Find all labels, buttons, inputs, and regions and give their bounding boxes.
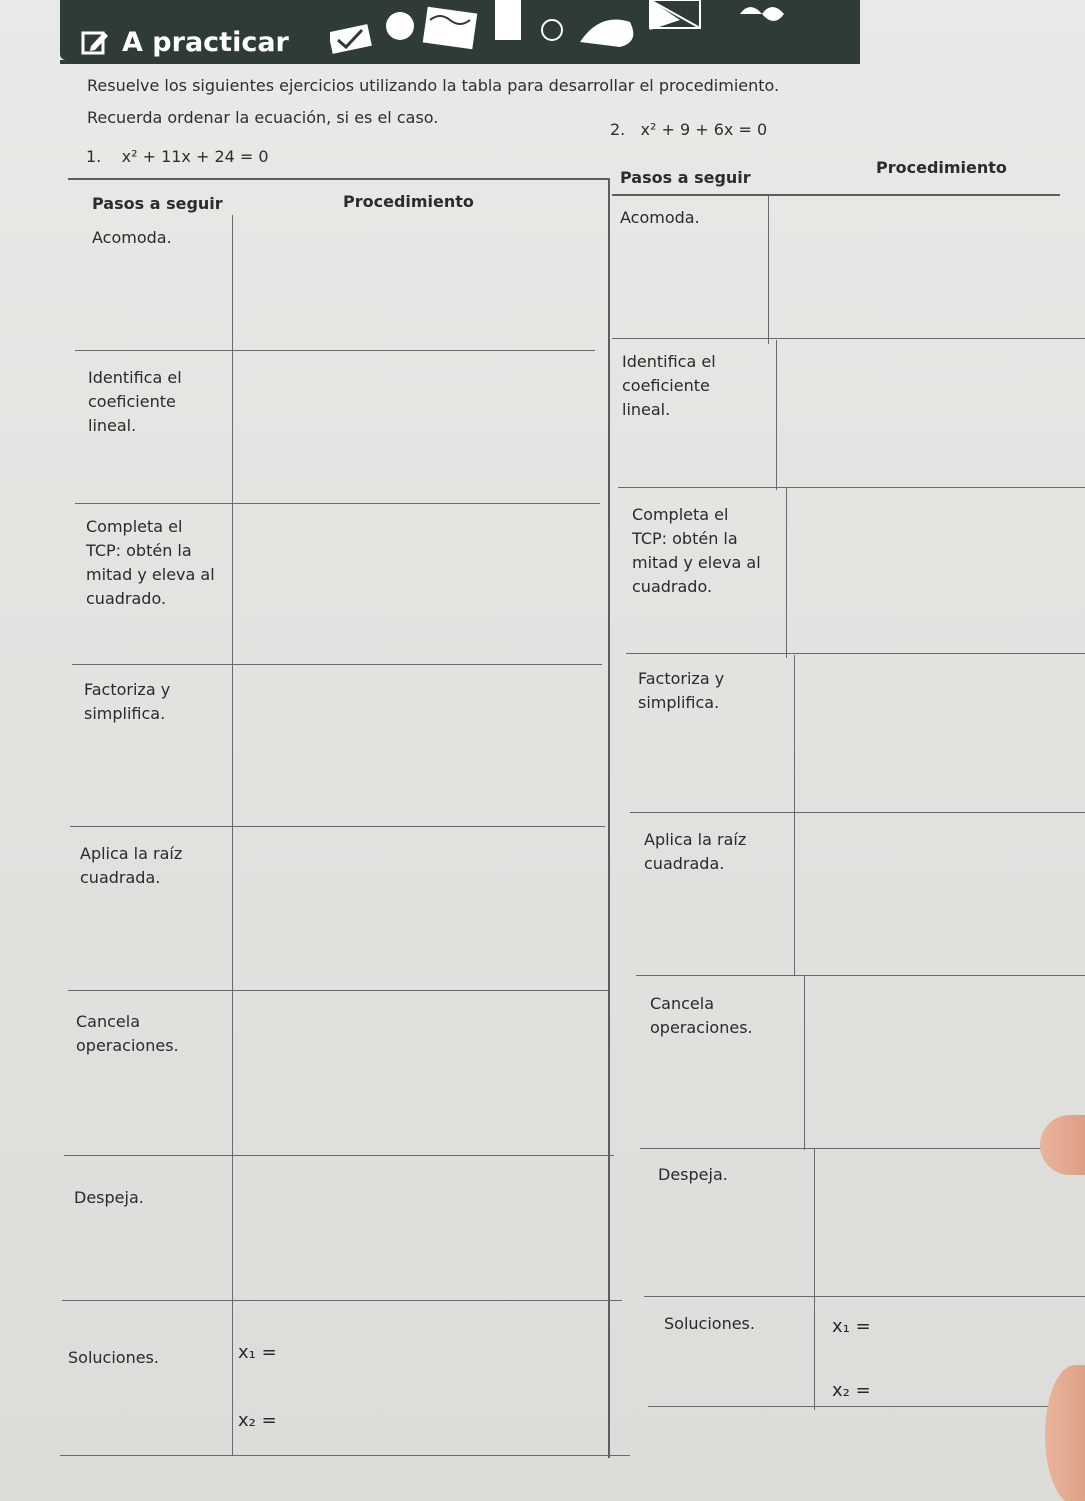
- exercise-2-x1: x₁ =: [832, 1316, 871, 1337]
- step-line: operaciones.: [650, 1018, 753, 1037]
- table-rule: [640, 1148, 1085, 1149]
- step-line: Cancela: [650, 994, 715, 1013]
- exercise-2-solutions-label: Soluciones.: [664, 1314, 755, 1333]
- instruction-line-1: Resuelve los siguientes ejercicios utilizando la tabla para desarrollar el procedimiento.: [87, 76, 780, 95]
- step-line: Aplica la raíz: [80, 844, 183, 863]
- exercise-1-number: 1.: [86, 147, 102, 166]
- step-line: Factoriza y: [84, 680, 171, 699]
- exercise-1-header-steps: Pasos a seguir: [92, 194, 223, 213]
- table-rule: [75, 350, 595, 351]
- table-rule: [232, 215, 233, 1456]
- step-line: Completa el: [86, 517, 183, 536]
- exercise-2-step-2: [622, 350, 716, 422]
- exercise-2-step-4: [638, 667, 724, 715]
- table-rule: [794, 655, 795, 975]
- table-rule: [70, 826, 605, 827]
- table-rule: [612, 194, 1060, 196]
- table-rule: [626, 653, 1085, 654]
- step-line: Cancela: [76, 1012, 141, 1031]
- exercise-1-step-1: [92, 226, 172, 250]
- step-line: cuadrada.: [80, 868, 161, 887]
- step-line: Despeja.: [74, 1188, 144, 1207]
- exercise-2-step-5: [644, 828, 746, 876]
- table-rule: [68, 990, 608, 991]
- exercise-1-step-2: [88, 366, 182, 438]
- exercise-1-step-4: [84, 678, 170, 726]
- table-rule: [75, 503, 600, 504]
- table-rule: [612, 338, 1085, 339]
- exercise-1-header-procedure: Procedimiento: [343, 192, 474, 211]
- step-line: TCP: obtén la: [86, 541, 192, 560]
- step-line: mitad y eleva al: [632, 553, 761, 572]
- exercise-2-number: 2.: [610, 120, 626, 139]
- step-line: TCP: obtén la: [632, 529, 738, 548]
- step-line: lineal.: [622, 400, 671, 419]
- table-rule: [776, 340, 777, 490]
- step-line: coeficiente: [622, 376, 710, 395]
- exercise-1-solutions-label: Soluciones.: [68, 1348, 159, 1367]
- step-line: lineal.: [88, 416, 137, 435]
- pencil-edit-icon: [78, 25, 112, 59]
- exercise-2-label: [610, 120, 767, 139]
- exercise-1-step-5: [80, 842, 182, 890]
- page-title: [78, 22, 289, 62]
- exercise-1-x1: x₁ =: [238, 1342, 277, 1363]
- table-rule: [636, 975, 1085, 976]
- step-line: simplifica.: [638, 693, 720, 712]
- step-line: operaciones.: [76, 1036, 179, 1055]
- table-rule: [64, 1155, 614, 1156]
- table-rule: [648, 1406, 1058, 1407]
- step-line: cuadrado.: [632, 577, 713, 596]
- table-rule: [768, 194, 769, 344]
- step-line: mitad y eleva al: [86, 565, 215, 584]
- step-line: Despeja.: [658, 1165, 728, 1184]
- table-rule: [60, 1455, 630, 1456]
- exercise-2-step-3: [632, 503, 761, 599]
- doodle-decoration: [330, 0, 850, 60]
- table-rule: [62, 1300, 622, 1301]
- step-line: Acomoda.: [92, 228, 172, 247]
- finger-top: [1040, 1115, 1085, 1175]
- step-line: cuadrada.: [644, 854, 725, 873]
- table-rule: [644, 1296, 1085, 1297]
- exercise-1-x2: x₂ =: [238, 1410, 277, 1431]
- step-line: Identifica el: [88, 368, 182, 387]
- step-line: Aplica la raíz: [644, 830, 747, 849]
- exercise-2-x2: x₂ =: [832, 1380, 871, 1401]
- instruction-line-2: Recuerda ordenar la ecuación, si es el caso.: [87, 108, 439, 127]
- exercise-2-step-7: [658, 1163, 728, 1187]
- exercise-2-equation: x² + 9 + 6x = 0: [640, 120, 768, 139]
- exercise-2-header-procedure: Procedimiento: [876, 158, 1007, 177]
- table-rule: [804, 975, 805, 1150]
- step-line: cuadrado.: [86, 589, 167, 608]
- exercise-1-step-6: [76, 1010, 179, 1058]
- step-line: Identifica el: [622, 352, 716, 371]
- exercise-2-step-1: [620, 206, 700, 230]
- title-text: A practicar: [122, 26, 289, 58]
- table-rule: [618, 487, 1085, 488]
- exercise-2-step-6: [650, 992, 753, 1040]
- step-line: Factoriza y: [638, 669, 725, 688]
- exercise-2-header-steps: Pasos a seguir: [620, 168, 751, 187]
- step-line: simplifica.: [84, 704, 166, 723]
- table-rule: [72, 664, 602, 665]
- step-line: Acomoda.: [620, 208, 700, 227]
- exercise-1-equation: x² + 11x + 24 = 0: [121, 147, 269, 166]
- exercise-1-step-3: [86, 515, 215, 611]
- table-rule: [786, 488, 787, 658]
- step-line: Completa el: [632, 505, 729, 524]
- exercise-1-label: [86, 147, 269, 166]
- exercise-1-step-7: [74, 1186, 144, 1210]
- finger-bottom: [1045, 1365, 1085, 1501]
- table-rule: [630, 812, 1085, 813]
- table-rule: [814, 1148, 815, 1410]
- step-line: coeficiente: [88, 392, 176, 411]
